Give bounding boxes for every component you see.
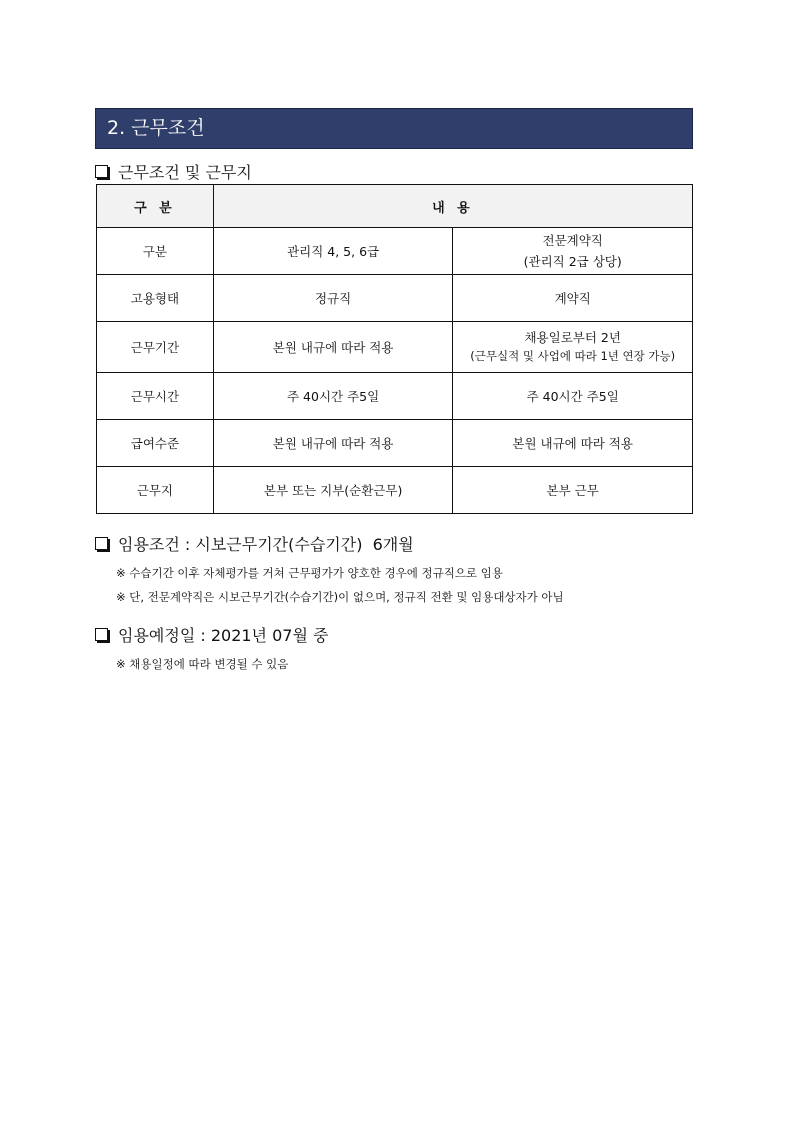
cell-regular: 본부 또는 지부(순환근무) <box>213 467 453 514</box>
checkbox-square-icon <box>95 537 108 550</box>
table-row <box>97 467 693 514</box>
cell-regular: 주 40시간 주5일 <box>213 373 453 420</box>
section-title: 2. 근무조건 <box>107 117 205 139</box>
header-content: 내 용 <box>213 185 692 228</box>
row-label: 구분 <box>97 228 214 275</box>
heading-appointment-date <box>95 623 328 646</box>
heading-text: 임용조건 : 시보근무기간(수습기간) 6개월 <box>118 535 414 554</box>
cell-regular: 본원 내규에 따라 적용 <box>213 420 453 467</box>
checkbox-square-icon <box>95 165 108 178</box>
heading-work-conditions <box>95 160 252 183</box>
row-label: 고용형태 <box>97 275 214 322</box>
row-label: 급여수준 <box>97 420 214 467</box>
cell-contract: 주 40시간 주5일 <box>453 373 693 420</box>
cell-contract <box>453 322 693 373</box>
table-row <box>97 228 693 275</box>
row-label: 근무지 <box>97 467 214 514</box>
cell-line: (근무실적 및 사업에 따라 1년 연장 가능) <box>470 349 676 363</box>
table-header-row <box>97 185 693 228</box>
cell-contract: 본원 내규에 따라 적용 <box>453 420 693 467</box>
table-row <box>97 275 693 322</box>
cell-regular: 관리직 4, 5, 6급 <box>213 228 453 275</box>
section-title-bar <box>95 108 693 149</box>
cell-contract: 계약직 <box>453 275 693 322</box>
heading-text: 근무조건 및 근무지 <box>118 163 252 182</box>
cell-line: 전문계약직 <box>542 233 603 248</box>
note-item: ※ 수습기간 이후 자체평가를 거쳐 근무평가가 양호한 경우에 정규직으로 임용 <box>116 566 503 580</box>
cell-line: 채용일로부터 2년 <box>524 330 621 345</box>
note-item: ※ 채용일정에 따라 변경될 수 있음 <box>116 657 289 671</box>
heading-text: 임용예정일 : 2021년 07월 중 <box>118 626 329 645</box>
table-row <box>97 322 693 373</box>
row-label: 근무시간 <box>97 373 214 420</box>
conditions-table <box>96 184 693 514</box>
cell-contract: 본부 근무 <box>453 467 693 514</box>
cell-contract <box>453 228 693 275</box>
note-item: ※ 단, 전문계약직은 시보근무기간(수습기간)이 없으며, 정규직 전환 및 임용대상자가 아님 <box>116 590 564 604</box>
cell-regular: 본원 내규에 따라 적용 <box>213 322 453 373</box>
table-row <box>97 373 693 420</box>
heading-appointment-conditions <box>95 532 414 555</box>
cell-regular: 정규직 <box>213 275 453 322</box>
checkbox-square-icon <box>95 628 108 641</box>
cell-line: (관리직 2급 상당) <box>523 254 622 269</box>
header-category: 구 분 <box>97 185 214 228</box>
row-label: 근무기간 <box>97 322 214 373</box>
table-row <box>97 420 693 467</box>
